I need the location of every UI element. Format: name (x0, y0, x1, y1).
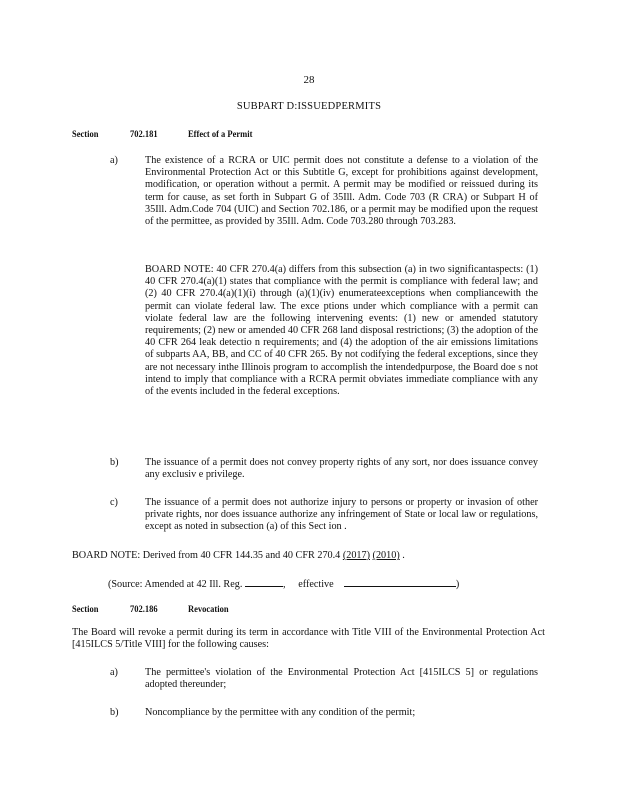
section-heading-702-186 (72, 603, 229, 616)
section-label: Section (72, 128, 99, 140)
section-label: Section (72, 603, 99, 615)
page-number: 28 (303, 74, 315, 86)
register-blank (245, 576, 283, 587)
source-effective: effective (298, 579, 334, 590)
section-number: 702.181 (130, 128, 158, 140)
board-note-derived (72, 550, 552, 562)
effective-date-blank (344, 576, 456, 587)
added-year: (2017) (342, 550, 370, 561)
item-text: Noncompliance by the permittee with any condition of the permit; (145, 707, 416, 718)
board-note-paragraph: BOARD NOTE: 40 CFR 270.4(a) differs from this subsection (a) in two significantaspects: (1) 40 CFR 270.4(a)(1) states that compliance with the permit is compliance with federal law; and (2) 40 CFR 270.4(a)(1)(i) through (a)(1)(iv) enumerateexceptions when compliancewith the permit can violate federal law. The exce ptions under which compliance with a permit can violate federal law are the following intervening events: (1) new or amended statutory requirements; (2) new or amended 40 CFR 268 land disposal restrictions; (3) the adoption of the 40 CFR 264 leak detectio n requirements; and (4) the adoption of the air emissions limitations of subparts AA, BB, and CC of 40 CFR 265. By not codifying the federal exceptions, since they are not necessary inthe Illinois program to accomplish the intendedpurpose, the Board doe s not intend to imply that compliance with a RCRA permit obviates immediate compliance with any of the events included in the federal exceptions. (145, 264, 538, 398)
item-letter: a) (110, 667, 118, 678)
item-letter: c) (110, 497, 118, 508)
source-comma: , (282, 579, 286, 590)
section-title: Revocation (188, 603, 229, 615)
subpart-heading: SUBPART D:ISSUEDPERMITS (236, 101, 382, 112)
item-text: The existence of a RCRA or UIC permit does not constitute a defense to a violation of the Environmental Protection Act or this Subtitle G, except for prohibitions against development, modification, or operation without a permit. A permit may be modified or reissued during its term for cause, as set forth in Subpart G of 35Ill. Adm. Code 703 (R CRA) or Subpart H of 35Ill. Adm.Code 704 (UIC) and Section 702.186, or a permit may be modified upon the request of the permittee, as provided by 35Ill. Adm. Code 703.280 through 703.283. (145, 155, 538, 228)
section-number: 702.186 (130, 603, 158, 615)
item-letter: a) (110, 155, 118, 166)
section-heading-702-181 (72, 128, 252, 141)
derived-period: . (402, 550, 405, 561)
item-text: The issuance of a permit does not authorize injury to persons or property or invasion of other private rights, nor does issuance authorize any infringement of State or local law or regulations, except as noted in subsection (a) of this Sect ion . (145, 497, 538, 533)
derived-text: BOARD NOTE: Derived from 40 CFR 144.35 and 40 CFR 270.4 (72, 550, 341, 561)
section-title: Effect of a Permit (188, 128, 253, 140)
item-text: The permittee's violation of the Environmental Protection Act [415ILCS 5] or regulations adopted thereunder; (145, 667, 538, 691)
item-text: The issuance of a permit does not convey property rights of any sort, nor does issuance convey any exclusiv e privilege. (145, 457, 538, 481)
item-letter: b) (110, 707, 119, 718)
source-prefix: (Source: Amended at 42 Ill. Reg. (108, 579, 243, 590)
deleted-year: (2010) (372, 550, 400, 561)
revocation-intro: The Board will revoke a permit during its term in accordance with Title VIII of the Environmental Protection Act [415ILCS 5/Title VIII] for the following causes: (72, 627, 545, 651)
source-line (108, 576, 548, 591)
source-close: ) (455, 579, 460, 590)
item-letter: b) (110, 457, 119, 468)
